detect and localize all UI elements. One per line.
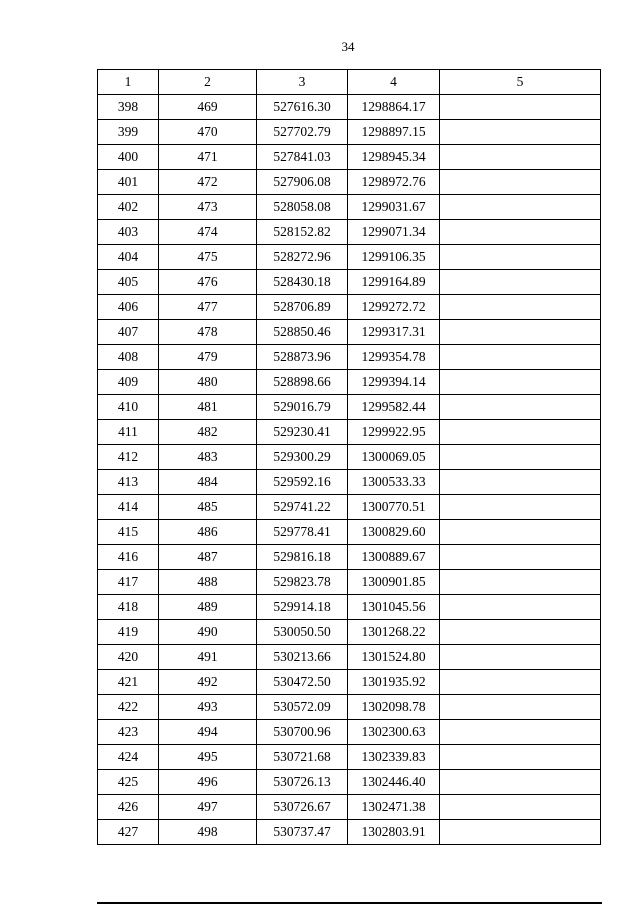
table-row xyxy=(98,820,601,845)
table-row xyxy=(98,645,601,670)
table-cell-col-2: 480 xyxy=(159,370,257,395)
table-cell-col-3: 530050.50 xyxy=(257,620,348,645)
table-cell-col-1: 422 xyxy=(98,695,159,720)
table-cell-col-5 xyxy=(440,145,601,170)
table-cell-col-2: 491 xyxy=(159,645,257,670)
table-cell-col-4: 1298864.17 xyxy=(348,95,440,120)
table-cell-col-5 xyxy=(440,270,601,295)
table-row xyxy=(98,720,601,745)
table-cell-col-2: 489 xyxy=(159,595,257,620)
table-cell-col-2: 469 xyxy=(159,95,257,120)
table-row xyxy=(98,220,601,245)
table-cell-col-5 xyxy=(440,620,601,645)
table-cell-col-4: 1300069.05 xyxy=(348,445,440,470)
table-cell-col-3: 528850.46 xyxy=(257,320,348,345)
table-cell-col-4: 1301268.22 xyxy=(348,620,440,645)
table-row xyxy=(98,295,601,320)
table-header-row xyxy=(98,70,601,95)
table-row xyxy=(98,470,601,495)
table-cell-col-2: 479 xyxy=(159,345,257,370)
table-row xyxy=(98,170,601,195)
table-row xyxy=(98,795,601,820)
table-row xyxy=(98,420,601,445)
table-cell-col-4: 1299354.78 xyxy=(348,345,440,370)
table-cell-col-2: 492 xyxy=(159,670,257,695)
table-row xyxy=(98,770,601,795)
table-cell-col-3: 528873.96 xyxy=(257,345,348,370)
table-cell-col-2: 482 xyxy=(159,420,257,445)
table-cell-col-2: 473 xyxy=(159,195,257,220)
table-cell-col-1: 409 xyxy=(98,370,159,395)
table-cell-col-1: 426 xyxy=(98,795,159,820)
footer-rule xyxy=(97,902,602,904)
table-cell-col-3: 529741.22 xyxy=(257,495,348,520)
table-row xyxy=(98,145,601,170)
table-cell-col-3: 530721.68 xyxy=(257,745,348,770)
table-cell-col-1: 423 xyxy=(98,720,159,745)
table-cell-col-4: 1299272.72 xyxy=(348,295,440,320)
table-cell-col-1: 404 xyxy=(98,245,159,270)
table-cell-col-2: 497 xyxy=(159,795,257,820)
table-cell-col-2: 494 xyxy=(159,720,257,745)
table-cell-col-2: 495 xyxy=(159,745,257,770)
table-row xyxy=(98,245,601,270)
table-cell-col-5 xyxy=(440,445,601,470)
table-cell-col-3: 530726.13 xyxy=(257,770,348,795)
table-cell-col-5 xyxy=(440,495,601,520)
table-cell-col-3: 529914.18 xyxy=(257,595,348,620)
table-cell-col-3: 527616.30 xyxy=(257,95,348,120)
table-cell-col-3: 529823.78 xyxy=(257,570,348,595)
table-cell-col-4: 1302300.63 xyxy=(348,720,440,745)
table-cell-col-5 xyxy=(440,720,601,745)
table-cell-col-1: 402 xyxy=(98,195,159,220)
table-cell-col-2: 478 xyxy=(159,320,257,345)
table-cell-col-2: 475 xyxy=(159,245,257,270)
table-cell-col-5 xyxy=(440,470,601,495)
table-cell-col-5 xyxy=(440,545,601,570)
table-cell-col-5 xyxy=(440,395,601,420)
table-cell-col-5 xyxy=(440,95,601,120)
table-cell-col-1: 401 xyxy=(98,170,159,195)
table-cell-col-1: 412 xyxy=(98,445,159,470)
table-cell-col-4: 1299031.67 xyxy=(348,195,440,220)
table-cell-col-5 xyxy=(440,245,601,270)
table-cell-col-2: 477 xyxy=(159,295,257,320)
table-cell-col-4: 1298972.76 xyxy=(348,170,440,195)
table-cell-col-5 xyxy=(440,170,601,195)
table-cell-col-1: 399 xyxy=(98,120,159,145)
table-row xyxy=(98,345,601,370)
table-cell-col-3: 528152.82 xyxy=(257,220,348,245)
table-cell-col-5 xyxy=(440,570,601,595)
table-cell-col-4: 1299582.44 xyxy=(348,395,440,420)
table-cell-col-4: 1299394.14 xyxy=(348,370,440,395)
table-cell-col-4: 1298897.15 xyxy=(348,120,440,145)
table-cell-col-5 xyxy=(440,695,601,720)
table-cell-col-1: 407 xyxy=(98,320,159,345)
table-row xyxy=(98,120,601,145)
table-cell-col-2: 483 xyxy=(159,445,257,470)
coordinates-table xyxy=(97,69,601,845)
table-row xyxy=(98,520,601,545)
table-cell-col-1: 416 xyxy=(98,545,159,570)
table-cell-col-1: 398 xyxy=(98,95,159,120)
table-cell-col-3: 530726.67 xyxy=(257,795,348,820)
table-cell-col-1: 411 xyxy=(98,420,159,445)
table-cell-col-3: 530737.47 xyxy=(257,820,348,845)
table-cell-col-5 xyxy=(440,820,601,845)
table-cell-col-4: 1301045.56 xyxy=(348,595,440,620)
table-cell-col-5 xyxy=(440,595,601,620)
column-header-5: 5 xyxy=(440,70,601,95)
table-cell-col-5 xyxy=(440,345,601,370)
table-cell-col-5 xyxy=(440,795,601,820)
page-number: 34 xyxy=(341,39,355,54)
table-cell-col-5 xyxy=(440,370,601,395)
table-cell-col-2: 485 xyxy=(159,495,257,520)
table-cell-col-1: 427 xyxy=(98,820,159,845)
table-cell-col-4: 1299317.31 xyxy=(348,320,440,345)
column-header-2: 2 xyxy=(159,70,257,95)
table-row xyxy=(98,620,601,645)
table-cell-col-1: 406 xyxy=(98,295,159,320)
table-cell-col-1: 425 xyxy=(98,770,159,795)
table-cell-col-5 xyxy=(440,420,601,445)
table-cell-col-4: 1300901.85 xyxy=(348,570,440,595)
table-row xyxy=(98,320,601,345)
table-cell-col-5 xyxy=(440,670,601,695)
table-row xyxy=(98,695,601,720)
table-cell-col-1: 405 xyxy=(98,270,159,295)
column-header-4: 4 xyxy=(348,70,440,95)
table-cell-col-4: 1302098.78 xyxy=(348,695,440,720)
table-cell-col-3: 529016.79 xyxy=(257,395,348,420)
table-cell-col-2: 471 xyxy=(159,145,257,170)
table-cell-col-4: 1300533.33 xyxy=(348,470,440,495)
table-cell-col-5 xyxy=(440,770,601,795)
table-cell-col-4: 1301524.80 xyxy=(348,645,440,670)
column-header-1: 1 xyxy=(98,70,159,95)
table-cell-col-1: 417 xyxy=(98,570,159,595)
table-cell-col-1: 408 xyxy=(98,345,159,370)
table-cell-col-4: 1301935.92 xyxy=(348,670,440,695)
table-cell-col-3: 528272.96 xyxy=(257,245,348,270)
table-cell-col-1: 424 xyxy=(98,745,159,770)
table-cell-col-5 xyxy=(440,520,601,545)
table-cell-col-2: 488 xyxy=(159,570,257,595)
table-cell-col-1: 420 xyxy=(98,645,159,670)
table-cell-col-3: 530472.50 xyxy=(257,670,348,695)
table-cell-col-4: 1300829.60 xyxy=(348,520,440,545)
table-cell-col-3: 528706.89 xyxy=(257,295,348,320)
table-cell-col-5 xyxy=(440,120,601,145)
table-cell-col-4: 1299164.89 xyxy=(348,270,440,295)
table-cell-col-5 xyxy=(440,745,601,770)
table-row xyxy=(98,95,601,120)
table-cell-col-1: 400 xyxy=(98,145,159,170)
column-header-3: 3 xyxy=(257,70,348,95)
table-cell-col-3: 530572.09 xyxy=(257,695,348,720)
table-cell-col-1: 414 xyxy=(98,495,159,520)
table-cell-col-1: 421 xyxy=(98,670,159,695)
table-cell-col-3: 529300.29 xyxy=(257,445,348,470)
table-cell-col-3: 527841.03 xyxy=(257,145,348,170)
table-row xyxy=(98,595,601,620)
table-cell-col-1: 419 xyxy=(98,620,159,645)
table-cell-col-4: 1300770.51 xyxy=(348,495,440,520)
table-cell-col-4: 1299106.35 xyxy=(348,245,440,270)
table-cell-col-1: 415 xyxy=(98,520,159,545)
table-cell-col-2: 476 xyxy=(159,270,257,295)
table-cell-col-4: 1302471.38 xyxy=(348,795,440,820)
table-cell-col-5 xyxy=(440,645,601,670)
table-cell-col-4: 1302446.40 xyxy=(348,770,440,795)
table-row xyxy=(98,195,601,220)
table-cell-col-3: 528058.08 xyxy=(257,195,348,220)
table-body xyxy=(98,95,601,845)
table-cell-col-5 xyxy=(440,195,601,220)
table-cell-col-1: 418 xyxy=(98,595,159,620)
table-cell-col-1: 413 xyxy=(98,470,159,495)
table-cell-col-2: 490 xyxy=(159,620,257,645)
table-cell-col-5 xyxy=(440,320,601,345)
table-cell-col-2: 470 xyxy=(159,120,257,145)
table-cell-col-3: 530700.96 xyxy=(257,720,348,745)
table-row xyxy=(98,395,601,420)
table-cell-col-4: 1298945.34 xyxy=(348,145,440,170)
table-cell-col-3: 527702.79 xyxy=(257,120,348,145)
table-row xyxy=(98,445,601,470)
table-row xyxy=(98,570,601,595)
table-cell-col-1: 403 xyxy=(98,220,159,245)
table-row xyxy=(98,495,601,520)
table-cell-col-2: 474 xyxy=(159,220,257,245)
table-cell-col-3: 529778.41 xyxy=(257,520,348,545)
table-cell-col-3: 529816.18 xyxy=(257,545,348,570)
table-cell-col-3: 528430.18 xyxy=(257,270,348,295)
table-cell-col-3: 529230.41 xyxy=(257,420,348,445)
table-cell-col-5 xyxy=(440,220,601,245)
table-cell-col-2: 484 xyxy=(159,470,257,495)
table-row xyxy=(98,670,601,695)
table-cell-col-2: 487 xyxy=(159,545,257,570)
table-cell-col-2: 493 xyxy=(159,695,257,720)
table-cell-col-3: 528898.66 xyxy=(257,370,348,395)
table-cell-col-2: 486 xyxy=(159,520,257,545)
table-row xyxy=(98,745,601,770)
table-cell-col-1: 410 xyxy=(98,395,159,420)
table-row xyxy=(98,270,601,295)
table-cell-col-4: 1300889.67 xyxy=(348,545,440,570)
table-row xyxy=(98,545,601,570)
table-cell-col-3: 529592.16 xyxy=(257,470,348,495)
table-row xyxy=(98,370,601,395)
table-cell-col-2: 481 xyxy=(159,395,257,420)
table-cell-col-5 xyxy=(440,295,601,320)
table-cell-col-2: 498 xyxy=(159,820,257,845)
table-cell-col-4: 1299071.34 xyxy=(348,220,440,245)
table-cell-col-3: 527906.08 xyxy=(257,170,348,195)
table-cell-col-2: 496 xyxy=(159,770,257,795)
table-cell-col-2: 472 xyxy=(159,170,257,195)
table-cell-col-3: 530213.66 xyxy=(257,645,348,670)
table-cell-col-4: 1302803.91 xyxy=(348,820,440,845)
table-cell-col-4: 1302339.83 xyxy=(348,745,440,770)
table-cell-col-4: 1299922.95 xyxy=(348,420,440,445)
